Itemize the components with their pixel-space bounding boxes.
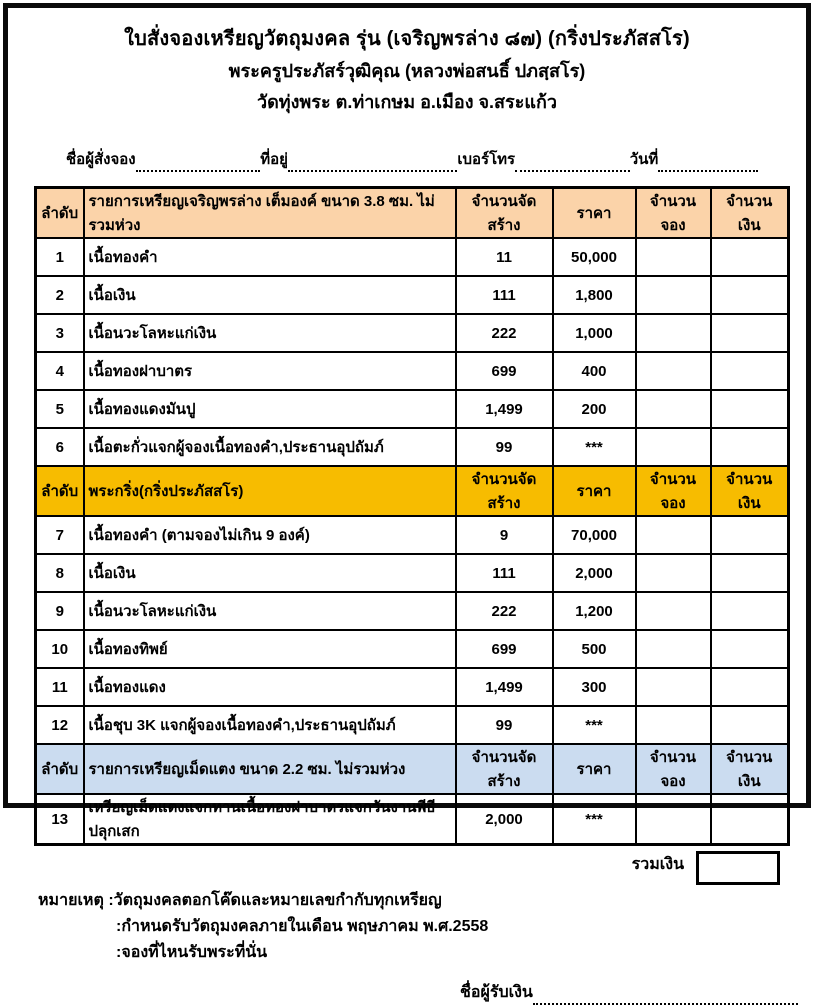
- row-amount-blank: [711, 314, 789, 352]
- order-form-document: [8, 8, 806, 1001]
- temple-address-subtitle: วัดทุ่งพระ ต.ท่าเกษม อ.เมือง จ.สระแก้ว: [256, 92, 557, 112]
- table-row: [36, 390, 789, 428]
- row-price: 200: [553, 390, 636, 428]
- row-qty: 11: [456, 238, 553, 276]
- row-no: 8: [36, 554, 84, 592]
- row-price: 1,200: [553, 592, 636, 630]
- col-no-header: ลำดับ: [36, 744, 84, 794]
- col-price-header: ราคา: [553, 188, 636, 239]
- table-row: [36, 428, 789, 466]
- notes-section: [38, 888, 806, 966]
- row-order-blank: [636, 516, 711, 554]
- row-no: 12: [36, 706, 84, 744]
- table-row: [36, 592, 789, 630]
- note-line-3: [38, 940, 806, 966]
- row-amount-blank: [711, 630, 789, 668]
- customer-info-line: [66, 147, 758, 172]
- row-qty: 99: [456, 428, 553, 466]
- row-item: เนื้อทองแดง: [84, 668, 456, 706]
- col-amount-header: จำนวนเงิน: [711, 744, 789, 794]
- note-line-1: [38, 888, 806, 914]
- row-price: 70,000: [553, 516, 636, 554]
- row-price: ***: [553, 428, 636, 466]
- row-order-blank: [636, 314, 711, 352]
- col-price-header: ราคา: [553, 744, 636, 794]
- row-no: 11: [36, 668, 84, 706]
- col-amount-header: จำนวนเงิน: [711, 466, 789, 516]
- date-field: [658, 158, 758, 172]
- phone-field: [515, 158, 630, 172]
- col-amount-header: จำนวนเงิน: [711, 188, 789, 239]
- row-qty: 111: [456, 554, 553, 592]
- col-qty-header: จำนวนจัดสร้าง: [456, 466, 553, 516]
- row-no: 5: [36, 390, 84, 428]
- phone-label: เบอร์โทร: [457, 151, 516, 168]
- row-item: เนื้อทองฝาบาตร: [84, 352, 456, 390]
- document-header: [8, 22, 806, 117]
- row-order-blank: [636, 668, 711, 706]
- col-qty-header: จำนวนจัดสร้าง: [456, 744, 553, 794]
- row-no: 10: [36, 630, 84, 668]
- row-amount-blank: [711, 516, 789, 554]
- note-text-3: :จองที่ไหนรับพระที่นั่น: [116, 944, 268, 961]
- row-no: 1: [36, 238, 84, 276]
- row-no: 7: [36, 516, 84, 554]
- row-order-blank: [636, 592, 711, 630]
- row-item: เนื้อทองคำ: [84, 238, 456, 276]
- row-qty: 2,000: [456, 794, 553, 845]
- table-row: [36, 630, 789, 668]
- col-order-header: จำนวนจอง: [636, 466, 711, 516]
- row-amount-blank: [711, 592, 789, 630]
- address-field: [288, 158, 457, 172]
- row-item: เนื้อทองแดงมันปู: [84, 390, 456, 428]
- row-price: ***: [553, 706, 636, 744]
- row-amount-blank: [711, 706, 789, 744]
- row-qty: 1,499: [456, 390, 553, 428]
- orderer-name-label: ชื่อผู้สั่งจอง: [66, 151, 136, 168]
- row-item: เนื้อชุบ 3K แจกผู้จองเนื้อทองคำ,ประธานอุปถัมภ์: [84, 706, 456, 744]
- table-row: [36, 352, 789, 390]
- col-price-header: ราคา: [553, 466, 636, 516]
- row-no: 4: [36, 352, 84, 390]
- row-price: 400: [553, 352, 636, 390]
- row-amount-blank: [711, 554, 789, 592]
- row-item: เนื้อนวะโลหะแก่เงิน: [84, 314, 456, 352]
- address-label: ที่อยู่: [260, 151, 288, 168]
- row-amount-blank: [711, 390, 789, 428]
- notes-label: หมายเหตุ: [38, 892, 104, 909]
- section3-header-row: [36, 744, 789, 794]
- row-order-blank: [636, 706, 711, 744]
- row-qty: 1,499: [456, 668, 553, 706]
- table-row: [36, 516, 789, 554]
- row-order-blank: [636, 554, 711, 592]
- row-qty: 9: [456, 516, 553, 554]
- row-no: 9: [36, 592, 84, 630]
- row-qty: 699: [456, 630, 553, 668]
- col-qty-header: จำนวนจัดสร้าง: [456, 188, 553, 239]
- row-amount-blank: [711, 276, 789, 314]
- table-row: [36, 276, 789, 314]
- table-row: [36, 238, 789, 276]
- col-order-header: จำนวนจอง: [636, 744, 711, 794]
- row-order-blank: [636, 428, 711, 466]
- row-amount-blank: [711, 794, 789, 845]
- monk-name-subtitle: พระครูประภัสร์วุฒิคุณ (หลวงพ่อสนธิ์ ปภสฺสโร): [228, 61, 586, 81]
- page-title: ใบสั่งจองเหรียญวัตถุมงคล รุ่น (เจริญพรล่าง ๘๗) (กริ่งประภัสสโร): [124, 28, 690, 50]
- row-price: 500: [553, 630, 636, 668]
- date-label: วันที่: [629, 151, 659, 168]
- table-row: [36, 668, 789, 706]
- receiver-name-field: [533, 990, 798, 1005]
- row-item: เนื้อเงิน: [84, 554, 456, 592]
- note-text-2: :กำหนดรับวัตถุมงคลภายในเดือน พฤษภาคม พ.ศ.2558: [116, 918, 489, 935]
- receiver-name-label: ชื่อผู้รับเงิน: [460, 984, 533, 1001]
- section2-item-header: พระกริ่ง(กริ่งประภัสสโร): [84, 466, 456, 516]
- receiver-signature-line: [460, 980, 798, 1005]
- order-table: [34, 186, 790, 846]
- total-amount-box: [696, 851, 780, 885]
- row-price: 1,000: [553, 314, 636, 352]
- row-no: 2: [36, 276, 84, 314]
- row-order-blank: [636, 390, 711, 428]
- row-order-blank: [636, 794, 711, 845]
- row-order-blank: [636, 276, 711, 314]
- row-order-blank: [636, 352, 711, 390]
- row-item: เนื้อเงิน: [84, 276, 456, 314]
- section2-header-row: [36, 466, 789, 516]
- section3-item-header: รายการเหรียญเม็ดแตง ขนาด 2.2 ซม. ไม่รวมห่วง: [84, 744, 456, 794]
- section1-header-row: [36, 188, 789, 239]
- row-item: เหรียญเม็ดแตงแจกทานเนื้อทองฝาบาตรแจกวันงานพีธีปลุกเสก: [84, 794, 456, 845]
- row-amount-blank: [711, 668, 789, 706]
- col-order-header: จำนวนจอง: [636, 188, 711, 239]
- row-item: เนื้อทองทิพย์: [84, 630, 456, 668]
- row-qty: 111: [456, 276, 553, 314]
- row-no: 3: [36, 314, 84, 352]
- row-amount-blank: [711, 238, 789, 276]
- table-row: [36, 706, 789, 744]
- row-no: 6: [36, 428, 84, 466]
- row-item: เนื้อทองคำ (ตามจองไม่เกิน 9 องค์): [84, 516, 456, 554]
- note-text-1: :วัตถุมงคลตอกโค๊ดและหมายเลขกำกับทุกเหรียญ: [108, 892, 442, 909]
- row-no: 13: [36, 794, 84, 845]
- row-amount-blank: [711, 428, 789, 466]
- row-price: ***: [553, 794, 636, 845]
- col-no-header: ลำดับ: [36, 188, 84, 239]
- row-item: เนื้อตะกั่วแจกผู้จองเนื้อทองคำ,ประธานอุปถัมภ์: [84, 428, 456, 466]
- row-qty: 222: [456, 314, 553, 352]
- row-price: 2,000: [553, 554, 636, 592]
- total-label: รวมเงิน: [631, 855, 684, 873]
- row-order-blank: [636, 238, 711, 276]
- row-price: 300: [553, 668, 636, 706]
- row-qty: 699: [456, 352, 553, 390]
- table-row: [36, 314, 789, 352]
- table-row: [36, 794, 789, 845]
- col-no-header: ลำดับ: [36, 466, 84, 516]
- row-item: เนื้อนวะโลหะแก่เงิน: [84, 592, 456, 630]
- total-row: [8, 846, 780, 882]
- row-price: 50,000: [553, 238, 636, 276]
- row-price: 1,800: [553, 276, 636, 314]
- table-row: [36, 554, 789, 592]
- row-qty: 99: [456, 706, 553, 744]
- section1-item-header: รายการเหรียญเจริญพรล่าง เต็มองค์ ขนาด 3.8 ซม. ไม่รวมห่วง: [84, 188, 456, 239]
- row-qty: 222: [456, 592, 553, 630]
- note-line-2: [38, 914, 806, 940]
- orderer-name-field: [136, 158, 261, 172]
- row-amount-blank: [711, 352, 789, 390]
- row-order-blank: [636, 630, 711, 668]
